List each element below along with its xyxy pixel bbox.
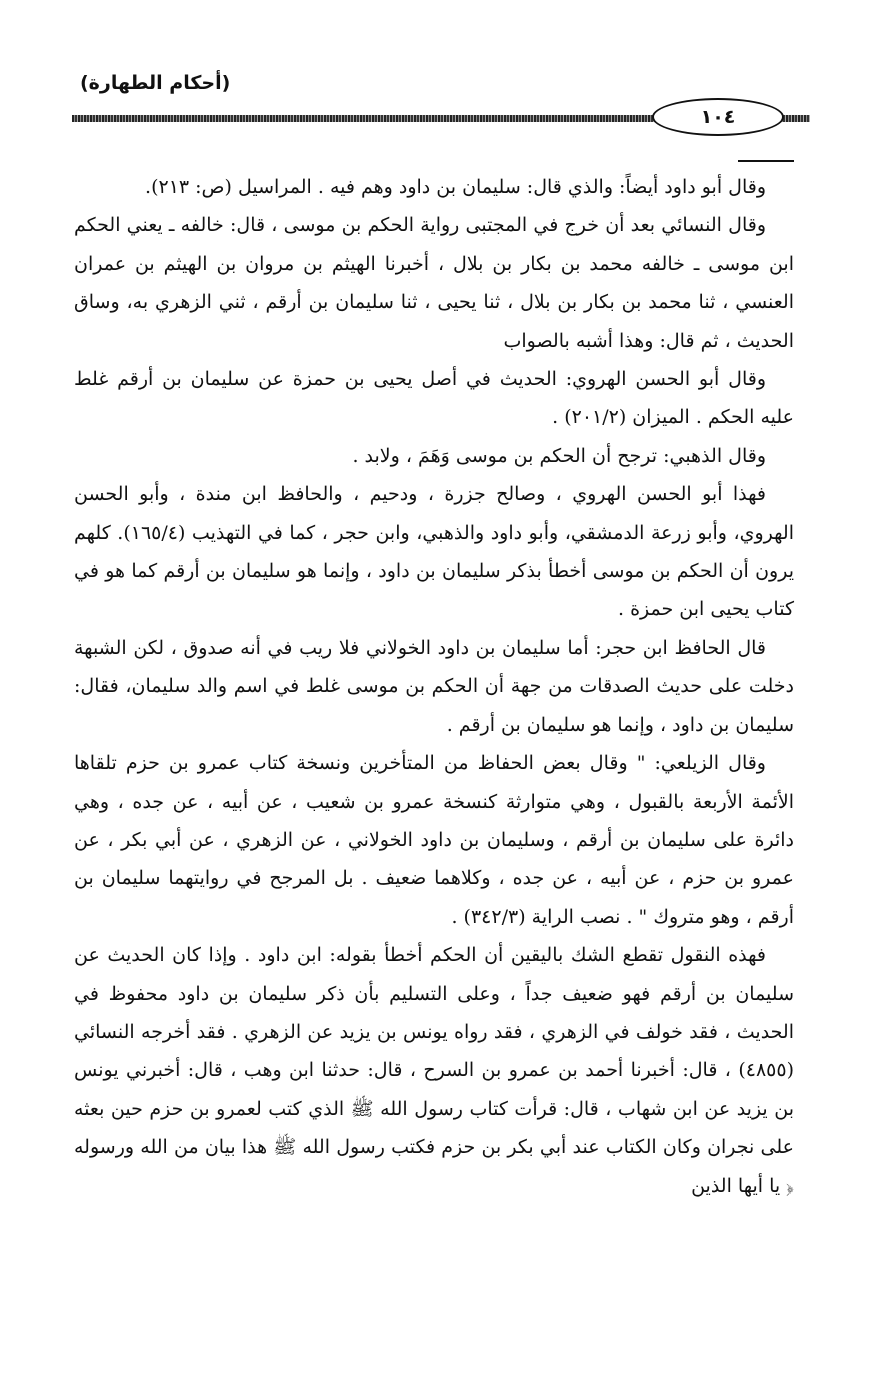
paragraph-8: فهذه النقول تقطع الشك باليقين أن الحكم أخطأ بقوله: ابن داود . وإذا كان الحديث عن سليمان بن أرقم فهو ضعيف جداً ، وعلى التسليم بأن ذكر سليمان بن داود محفوظ في الحديث ، فقد خولف في الزهري ، فقد رواه يونس بن يزيد عن الزهري . فقد أخرجه النسائي (٤٨٥٥) ، قال: أخبرنا أحمد بن عمرو بن السرح ، قال: حدثنا ابن وهب ، قال: أخبرني يونس بن يزيد عن ابن شهاب ، قال: قرأت كتاب رسول الله ﷺ الذي كتب لعمرو بن حزم حين بعثه على نجران وكان الكتاب عند أبي بكر بن حزم فكتب رسول الله ﷺ هذا بيان من الله ورسوله ﴿ يا أيها الذين (74, 944, 794, 1197)
page-header (60, 70, 820, 130)
paragraph-2: وقال النسائي بعد أن خرج في المجتبى رواية الحكم بن موسى ، قال: خالفه ـ يعني الحكم ابن موسى ـ خالفه محمد بن بكار بن بلال ، أخبرنا الهيثم بن مروان بن الهيثم بن عمران العنسي ، ثنا محمد بن بكار بن بلال ، ثنا يحيى ، ثنا سليمان بن أرقم ، ثني الزهري به، وساق الحديث ، ثم قال: وهذا أشبه بالصواب (74, 214, 794, 352)
top-divider (738, 160, 794, 162)
page-number: ١٠٤ (652, 98, 784, 136)
paragraph-1: وقال أبو داود أيضاً: والذي قال: سليمان بن داود وهم فيه . المراسيل (ص: ٢١٣). (145, 176, 766, 198)
paragraph-7: وقال الزيلعي: " وقال بعض الحفاظ من المتأخرين ونسخة كتاب عمرو بن حزم تلقاها الأئمة الأربعة بالقبول ، وهي متوارثة كنسخة عمرو بن شعيب ، عن أبيه ، عن جده ، وهي دائرة على سليمان بن أرقم ، وسليمان بن داود الخولاني ، عن الزهري ، عن أبي بكر ، عن عمرو بن حزم ، عن أبيه ، عن جده ، وكلاهما ضعيف . بل المرجح في روايتهما سليمان بن أرقم ، وهو متروك " . نصب الراية (٣٤٢/٣) . (74, 752, 794, 928)
running-title: (أحكام الطهارة) (80, 72, 231, 94)
paragraph-5: فهذا أبو الحسن الهروي ، وصالح جزرة ، ودحيم ، والحافظ ابن مندة ، وأبو الحسن الهروي، وأبو زرعة الدمشقي، وأبو داود والذهبي، وابن حجر ، كما في التهذيب (١٦٥/٤). كلهم يرون أن الحكم بن موسى أخطأ بذكر سليمان بن داود ، وإنما هو سليمان بن أرقم كما هو في كتاب يحيى ابن حمزة . (74, 483, 794, 621)
paragraph-6: قال الحافظ ابن حجر: أما سليمان بن داود الخولاني فلا ريب في أنه صدوق ، لكن الشبهة دخلت على حديث الصدقات من جهة أن الحكم بن موسى غلط في اسم والد سليمان، فقال: سليمان بن داود ، وإنما هو سليمان بن أرقم . (74, 636, 794, 736)
paragraph-4: وقال الذهبي: ترجح أن الحكم بن موسى وَهَمَ ، ولابد . (352, 444, 766, 467)
body-text (74, 168, 794, 1205)
paragraph-3: وقال أبو الحسن الهروي: الحديث في أصل يحيى بن حمزة عن سليمان بن أرقم غلط عليه الحكم . الميزان (٢٠١/٢) . (74, 368, 794, 429)
